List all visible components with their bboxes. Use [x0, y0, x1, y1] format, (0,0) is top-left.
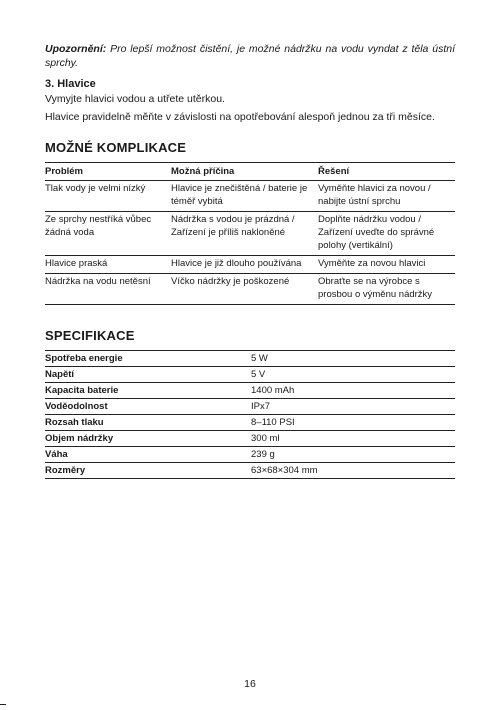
- table-row: [45, 431, 455, 447]
- column-header-problem: Problém: [45, 163, 171, 181]
- spec-key: Voděodolnost: [45, 399, 251, 415]
- table-row: [45, 274, 455, 305]
- cell-solution: Doplňte nádržku vodou / Zařízení uveďte do správné polohy (vertikální): [318, 212, 455, 256]
- table-row: [45, 367, 455, 383]
- cell-cause: Hlavice je již dlouho používána: [171, 256, 318, 274]
- spec-value: 5 W: [251, 351, 455, 367]
- column-header-solution: Řešení: [318, 163, 455, 181]
- table-row: [45, 351, 455, 367]
- page-number: 16: [244, 678, 256, 690]
- spec-key: Spotřeba energie: [45, 351, 251, 367]
- table-row: [45, 212, 455, 256]
- table-row: [45, 463, 455, 479]
- table-row: [45, 256, 455, 274]
- spec-key: Váha: [45, 447, 251, 463]
- table-row: [45, 181, 455, 212]
- paragraph-replace: Hlavice pravidelně měňte v závislosti na opotřebování alespoň jednou za tři měsíce.: [45, 111, 435, 123]
- spec-value: 8–110 PSI: [251, 415, 455, 431]
- crop-mark: [0, 704, 6, 705]
- cell-cause: Víčko nádržky je poškozené: [171, 274, 318, 305]
- warning-label: Upozornění:: [45, 43, 107, 55]
- warning-note: [45, 42, 455, 70]
- spec-key: Rozsah tlaku: [45, 415, 251, 431]
- cell-solution: Vyměňte za novou hlavici: [318, 256, 455, 274]
- table-row: [45, 415, 455, 431]
- complications-heading: MOŽNÉ KOMPLIKACE: [45, 140, 187, 155]
- cell-problem: Tlak vody je velmi nízký: [45, 181, 171, 212]
- section-heading-hlavice: 3. Hlavice: [45, 78, 96, 90]
- cell-problem: Hlavice praská: [45, 256, 171, 274]
- cell-problem: Nádržka na vodu netěsní: [45, 274, 171, 305]
- specifications-table: [45, 350, 455, 479]
- cell-problem: Ze sprchy nestříká vůbec žádná voda: [45, 212, 171, 256]
- spec-value: IPx7: [251, 399, 455, 415]
- spec-key: Kapacita baterie: [45, 383, 251, 399]
- table-header-row: [45, 163, 455, 181]
- cell-solution: Vyměňte hlavici za novou / nabijte ústní sprchu: [318, 181, 455, 212]
- table-row: [45, 399, 455, 415]
- cell-solution: Obraťte se na výrobce s prosbou o výměnu nádržky: [318, 274, 455, 305]
- spec-value: 63×68×304 mm: [251, 463, 455, 479]
- cell-cause: Nádržka s vodou je prázdná / Zařízení je příliš nakloněné: [171, 212, 318, 256]
- warning-text: Pro lepší možnost čistění, je možné nádržku na vodu vyndat z těla ústní sprchy.: [45, 43, 455, 69]
- spec-value: 1400 mAh: [251, 383, 455, 399]
- spec-value: 300 ml: [251, 431, 455, 447]
- spec-key: Rozměry: [45, 463, 251, 479]
- spec-value: 5 V: [251, 367, 455, 383]
- cell-cause: Hlavice je znečištěná / baterie je téměř vybitá: [171, 181, 318, 212]
- spec-key: Napětí: [45, 367, 251, 383]
- paragraph-rinse: Vymyjte hlavici vodou a utřete utěrkou.: [45, 93, 225, 105]
- table-row: [45, 383, 455, 399]
- table-row: [45, 447, 455, 463]
- complications-table: [45, 162, 455, 305]
- spec-value: 239 g: [251, 447, 455, 463]
- spec-key: Objem nádržky: [45, 431, 251, 447]
- specifications-heading: SPECIFIKACE: [45, 328, 135, 343]
- column-header-cause: Možná příčina: [171, 163, 318, 181]
